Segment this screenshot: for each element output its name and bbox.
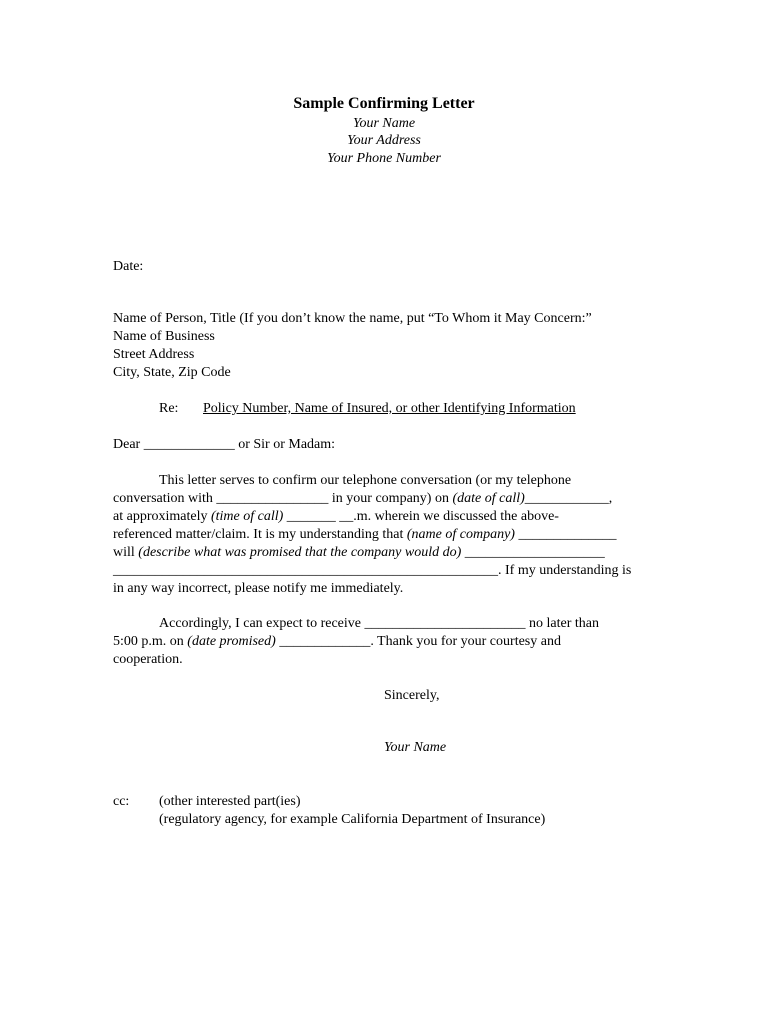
- re-label: Re:: [159, 401, 179, 416]
- paragraph2-line3: cooperation.: [113, 652, 183, 667]
- paragraph1-line1: This letter serves to confirm our telephone conversation (or my telephone: [159, 473, 572, 488]
- paragraph1-line4-text: referenced matter/claim. It is my understanding that: [113, 527, 407, 542]
- time-of-call-placeholder: (time of call): [210, 509, 284, 524]
- paragraph1-line6: _______________________________________________________. If my understanding is: [113, 563, 632, 578]
- re-subject: Policy Number, Name of Insured, or other Identifying Information: [203, 401, 576, 416]
- sender-address: Your Address: [347, 133, 421, 148]
- paragraph1-line3-rest: _______ __.m. wherein we discussed the above-: [283, 509, 559, 524]
- closing-sincerely: Sincerely,: [384, 688, 440, 703]
- letter-title: Sample Confirming Letter: [293, 95, 475, 112]
- salutation-blank: _____________: [143, 437, 235, 452]
- paragraph1-line5: [113, 544, 605, 562]
- recipient-business-line: Name of Business: [113, 329, 215, 344]
- sender-name: Your Name: [352, 116, 416, 131]
- company-name-placeholder: (name of company): [406, 527, 515, 542]
- paragraph1-line3: [113, 508, 559, 526]
- recipient-name-line: Name of Person, Title (If you don’t know the name, put “To Whom it May Concern:”: [113, 311, 592, 326]
- paragraph1-line7: in any way incorrect, please notify me immediately.: [113, 581, 404, 596]
- paragraph2-line1: Accordingly, I can expect to receive _______________________ no later than: [159, 616, 599, 631]
- salutation: [113, 436, 335, 454]
- paragraph1-line2: [113, 490, 612, 508]
- paragraph1-line4-blank: ______________: [514, 527, 617, 542]
- recipient-street-line: Street Address: [113, 347, 195, 362]
- paragraph1-line5-text: will: [113, 545, 139, 560]
- recipient-city-line: City, State, Zip Code: [113, 365, 231, 380]
- paragraph1-line3-text: at approximately: [113, 509, 211, 524]
- date-label: Date:: [113, 259, 144, 274]
- paragraph1-line2-text: conversation with ________________ in your company) on: [113, 491, 453, 506]
- sender-phone: Your Phone Number: [327, 151, 441, 166]
- closing-name: Your Name: [384, 740, 447, 755]
- paragraph1-line5-blank: ____________________: [461, 545, 605, 560]
- cc-line2: (regulatory agency, for example California Department of Insurance): [159, 812, 546, 827]
- paragraph1-line2-blank: ____________,: [524, 491, 613, 506]
- cc-line1: (other interested part(ies): [159, 794, 301, 809]
- paragraph2-line2-text: 5:00 p.m. on: [113, 634, 188, 649]
- paragraph2-line2: [113, 633, 561, 651]
- cc-label: cc:: [113, 794, 130, 809]
- date-promised-placeholder: (date promised): [187, 634, 276, 649]
- paragraph1-line4: [113, 526, 616, 544]
- date-of-call-placeholder: (date of call): [452, 491, 525, 506]
- salutation-prefix: Dear: [113, 437, 144, 452]
- paragraph2-line2-rest: _____________. Thank you for your courtesy and: [275, 634, 561, 649]
- promise-description-placeholder: (describe what was promised that the company would do): [138, 545, 462, 560]
- salutation-suffix: or Sir or Madam:: [234, 437, 336, 452]
